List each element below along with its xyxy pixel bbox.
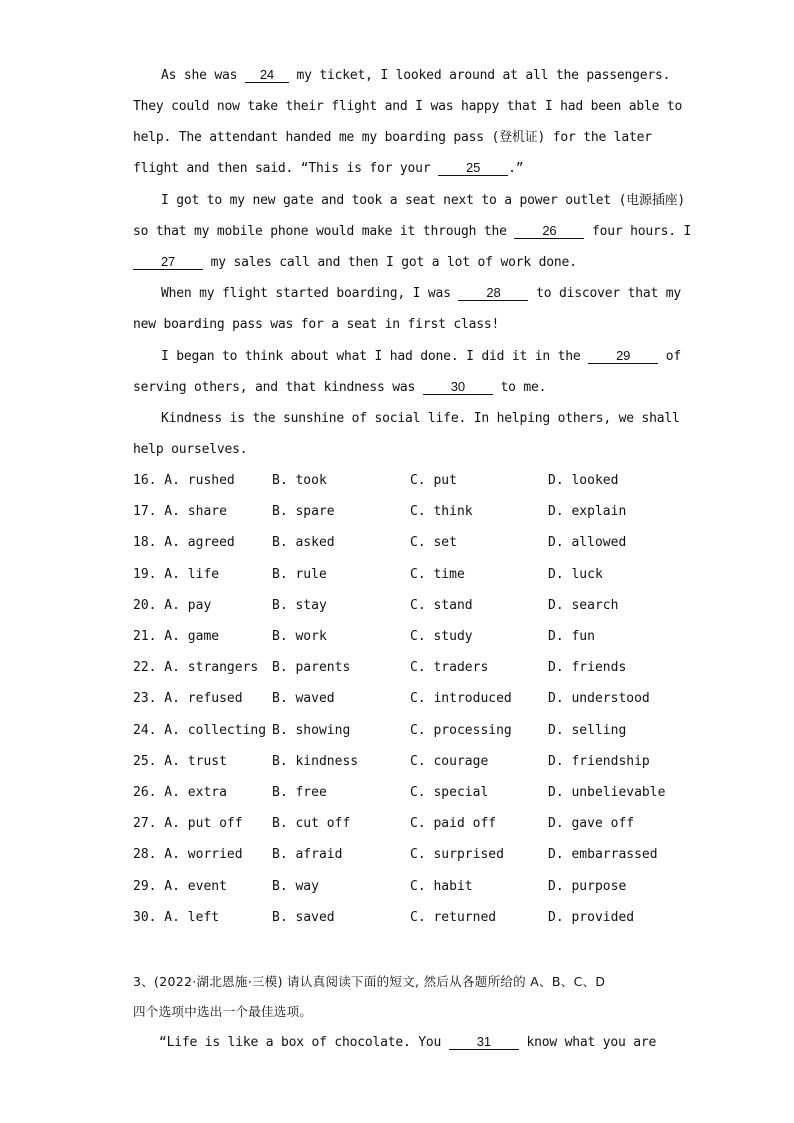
blank-25[interactable]: 25: [438, 161, 508, 176]
blank-30[interactable]: 30: [423, 380, 493, 395]
option-d[interactable]: D. explain: [548, 504, 627, 519]
option-row: [133, 691, 693, 707]
option-a[interactable]: 24. A. collecting: [133, 723, 267, 738]
option-c[interactable]: C. processing: [410, 723, 512, 738]
option-b[interactable]: B. work: [272, 629, 327, 644]
option-row: [133, 473, 693, 489]
option-d[interactable]: D. looked: [548, 473, 619, 488]
option-a[interactable]: 28. A. worried: [133, 847, 243, 862]
option-a[interactable]: 29. A. event: [133, 879, 227, 894]
option-b[interactable]: B. free: [272, 785, 327, 800]
option-d[interactable]: D. embarrassed: [548, 847, 658, 862]
option-b[interactable]: B. parents: [272, 660, 351, 675]
option-a[interactable]: 25. A. trust: [133, 754, 227, 769]
option-d[interactable]: D. friendship: [548, 754, 650, 769]
option-row: [133, 629, 693, 645]
passage-line: Kindness is the sunshine of social life. In helping others, we shall: [161, 411, 680, 426]
passage-line: They could now take their flight and I was happy that I had been able to: [133, 99, 683, 114]
option-row: [133, 910, 693, 926]
option-row: [133, 660, 693, 676]
option-d[interactable]: D. allowed: [548, 535, 627, 550]
option-d[interactable]: D. purpose: [548, 879, 627, 894]
option-b[interactable]: B. way: [272, 879, 319, 894]
option-d[interactable]: D. understood: [548, 691, 650, 706]
option-row: [133, 785, 693, 801]
option-row: [133, 598, 693, 614]
passage-line: I began to think about what I had done. I did it in the 29 of: [161, 348, 681, 364]
section-heading: 3、(2022·湖北恩施·三模) 请认真阅读下面的短文, 然后从各题所给的 A、B、C、D: [133, 974, 606, 989]
option-row: [133, 754, 693, 770]
option-a[interactable]: 19. A. life: [133, 567, 220, 582]
passage-line: “Life is like a box of chocolate. You 31 know what you are: [159, 1034, 657, 1050]
passage-line: 27 my sales call and then I got a lot of work done.: [133, 255, 577, 271]
option-row: [133, 879, 693, 895]
option-d[interactable]: D. luck: [548, 567, 603, 582]
blank-27[interactable]: 27: [133, 255, 203, 270]
option-a[interactable]: 30. A. left: [133, 910, 220, 925]
passage-line: help ourselves.: [133, 442, 248, 457]
option-row: [133, 504, 693, 520]
option-a[interactable]: 20. A. pay: [133, 598, 212, 613]
option-c[interactable]: C. surprised: [410, 847, 504, 862]
option-c[interactable]: C. time: [410, 567, 465, 582]
option-a[interactable]: 27. A. put off: [133, 816, 243, 831]
option-b[interactable]: B. stay: [272, 598, 327, 613]
passage-line: help. The attendant handed me my boarding pass (登机证) for the later: [133, 130, 652, 145]
option-c[interactable]: C. returned: [410, 910, 497, 925]
option-b[interactable]: B. asked: [272, 535, 335, 550]
passage-line: When my flight started boarding, I was 28 to discover that my: [161, 285, 681, 301]
option-b[interactable]: B. showing: [272, 723, 351, 738]
option-d[interactable]: D. search: [548, 598, 619, 613]
option-row: [133, 816, 693, 832]
blank-29[interactable]: 29: [588, 349, 658, 364]
option-b[interactable]: B. rule: [272, 567, 327, 582]
option-row: [133, 847, 693, 863]
option-b[interactable]: B. kindness: [272, 754, 359, 769]
blank-26[interactable]: 26: [514, 224, 584, 239]
section-heading: 四个选项中选出一个最佳选项。: [133, 1004, 313, 1019]
option-c[interactable]: C. think: [410, 504, 473, 519]
option-b[interactable]: B. spare: [272, 504, 335, 519]
option-c[interactable]: C. put: [410, 473, 457, 488]
option-row: [133, 567, 693, 583]
passage-line: serving others, and that kindness was 30 to me.: [133, 379, 547, 395]
blank-24[interactable]: 24: [245, 68, 289, 83]
option-c[interactable]: C. stand: [410, 598, 473, 613]
passage-line: so that my mobile phone would make it through the 26 four hours. I: [133, 223, 692, 239]
option-a[interactable]: 22. A. strangers: [133, 660, 259, 675]
option-a[interactable]: 17. A. share: [133, 504, 227, 519]
option-a[interactable]: 21. A. game: [133, 629, 220, 644]
option-d[interactable]: D. selling: [548, 723, 627, 738]
blank-31[interactable]: 31: [449, 1035, 519, 1050]
option-c[interactable]: C. study: [410, 629, 473, 644]
passage-line: flight and then said. “This is for your 25 .”: [133, 160, 524, 176]
option-d[interactable]: D. fun: [548, 629, 595, 644]
option-a[interactable]: 23. A. refused: [133, 691, 243, 706]
option-c[interactable]: C. paid off: [410, 816, 497, 831]
option-b[interactable]: B. saved: [272, 910, 335, 925]
option-d[interactable]: D. provided: [548, 910, 635, 925]
option-a[interactable]: 18. A. agreed: [133, 535, 235, 550]
option-c[interactable]: C. courage: [410, 754, 489, 769]
option-b[interactable]: B. took: [272, 473, 327, 488]
option-d[interactable]: D. unbelievable: [548, 785, 666, 800]
option-c[interactable]: C. special: [410, 785, 489, 800]
option-d[interactable]: D. gave off: [548, 816, 635, 831]
option-c[interactable]: C. introduced: [410, 691, 512, 706]
option-b[interactable]: B. afraid: [272, 847, 343, 862]
option-d[interactable]: D. friends: [548, 660, 627, 675]
passage-line: I got to my new gate and took a seat next to a power outlet (电源插座): [161, 193, 686, 208]
option-c[interactable]: C. habit: [410, 879, 473, 894]
option-row: [133, 723, 693, 739]
option-c[interactable]: C. set: [410, 535, 457, 550]
passage-line: new boarding pass was for a seat in first class!: [133, 317, 500, 332]
option-b[interactable]: B. waved: [272, 691, 335, 706]
option-row: [133, 535, 693, 551]
option-a[interactable]: 26. A. extra: [133, 785, 227, 800]
option-a[interactable]: 16. A. rushed: [133, 473, 235, 488]
option-c[interactable]: C. traders: [410, 660, 489, 675]
blank-28[interactable]: 28: [458, 286, 528, 301]
passage-line: As she was 24 my ticket, I looked around at all the passengers.: [161, 67, 671, 83]
option-b[interactable]: B. cut off: [272, 816, 351, 831]
